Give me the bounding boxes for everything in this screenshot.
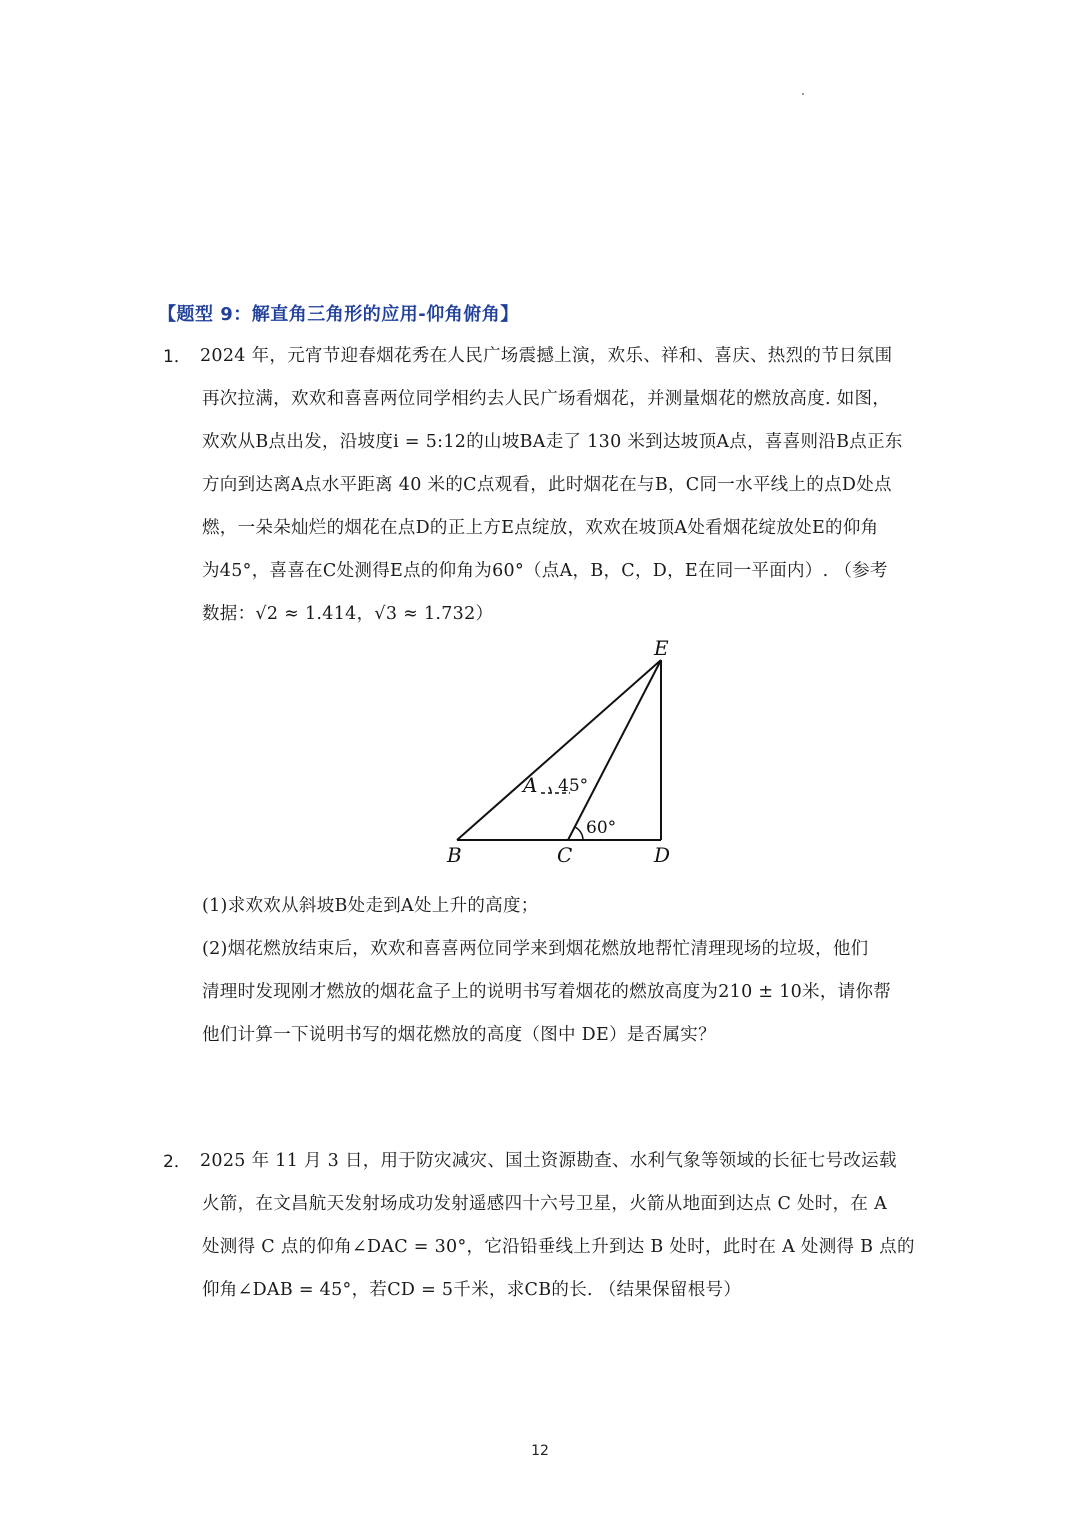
label-e: E bbox=[654, 636, 669, 660]
q2-line-3: 处测得 C 点的仰角∠DAC = 30°，它沿铅垂线上升到达 B 处时，此时在 A 处测得 B 点的 bbox=[202, 1237, 915, 1257]
triangle-figure bbox=[430, 630, 700, 870]
q1-line-3: 欢欢从B点出发，沿坡度i = 5:12的山坡BA走了 130 米到达坡顶A点，喜喜则沿B点正东 bbox=[202, 432, 903, 452]
q1-sub-3: 清理时发现刚才燃放的烟花盒子上的说明书写着烟花的燃放高度为210 ± 10米，请你帮 bbox=[202, 982, 892, 1002]
question-1-number: 1． bbox=[163, 347, 191, 367]
segment-ce bbox=[568, 660, 661, 840]
q1-line-2: 再次拉满，欢欢和喜喜两位同学相约去人民广场看烟花，并测量烟花的燃放高度. 如图， bbox=[202, 389, 891, 409]
section-heading: 【题型 9：解直角三角形的应用-仰角俯角】 bbox=[158, 304, 519, 325]
angle-arc-a bbox=[549, 787, 551, 793]
q2-line-2: 火箭，在文昌航天发射场成功发射遥感四十六号卫星，火箭从地面到达点 C 处时，在 A bbox=[202, 1194, 888, 1214]
q1-line-6: 为45°，喜喜在C处测得E点的仰角为60°（点A，B，C，D，E在同一平面内）. （参考 bbox=[202, 561, 888, 581]
q1-sub-1: (1)求欢欢从斜坡B处走到A处上升的高度； bbox=[202, 896, 539, 916]
speck bbox=[802, 93, 804, 95]
question-2-number: 2． bbox=[163, 1152, 191, 1172]
q1-line-1: 2024 年，元宵节迎春烟花秀在人民广场震撼上演，欢乐、祥和、喜庆、热烈的节日氛围 bbox=[200, 346, 893, 366]
q1-line-4: 方向到达离A点水平距离 40 米的C点观看，此时烟花在与B，C同一水平线上的点D处点 bbox=[202, 475, 892, 495]
q2-line-1: 2025 年 11 月 3 日，用于防灾减灾、国土资源勘查、水利气象等领域的长征七号改运载 bbox=[200, 1151, 897, 1171]
angle-a-label: 45° bbox=[558, 776, 589, 796]
q1-sub-2: (2)烟花燃放结束后，欢欢和喜喜两位同学来到烟花燃放地帮忙清理现场的垃圾，他们 bbox=[202, 939, 869, 959]
q1-line-5: 燃，一朵朵灿烂的烟花在点D的正上方E点绽放，欢欢在坡顶A处看烟花绽放处E的仰角 bbox=[202, 518, 879, 538]
segment-be bbox=[457, 660, 661, 840]
angle-c-label: 60° bbox=[586, 818, 617, 838]
label-d: D bbox=[654, 843, 671, 867]
label-c: C bbox=[557, 843, 573, 867]
page-number: 12 bbox=[531, 1443, 549, 1459]
q1-sub-4: 他们计算一下说明书写的烟花燃放的高度（图中 DE）是否属实？ bbox=[202, 1025, 716, 1045]
q1-line-7: 数据：√2 ≈ 1.414，√3 ≈ 1.732） bbox=[202, 604, 494, 624]
angle-arc-c bbox=[575, 827, 583, 840]
label-b: B bbox=[447, 843, 462, 867]
label-a: A bbox=[523, 773, 538, 797]
q2-line-4: 仰角∠DAB = 45°，若CD = 5千米，求CB的长. （结果保留根号） bbox=[202, 1280, 742, 1300]
